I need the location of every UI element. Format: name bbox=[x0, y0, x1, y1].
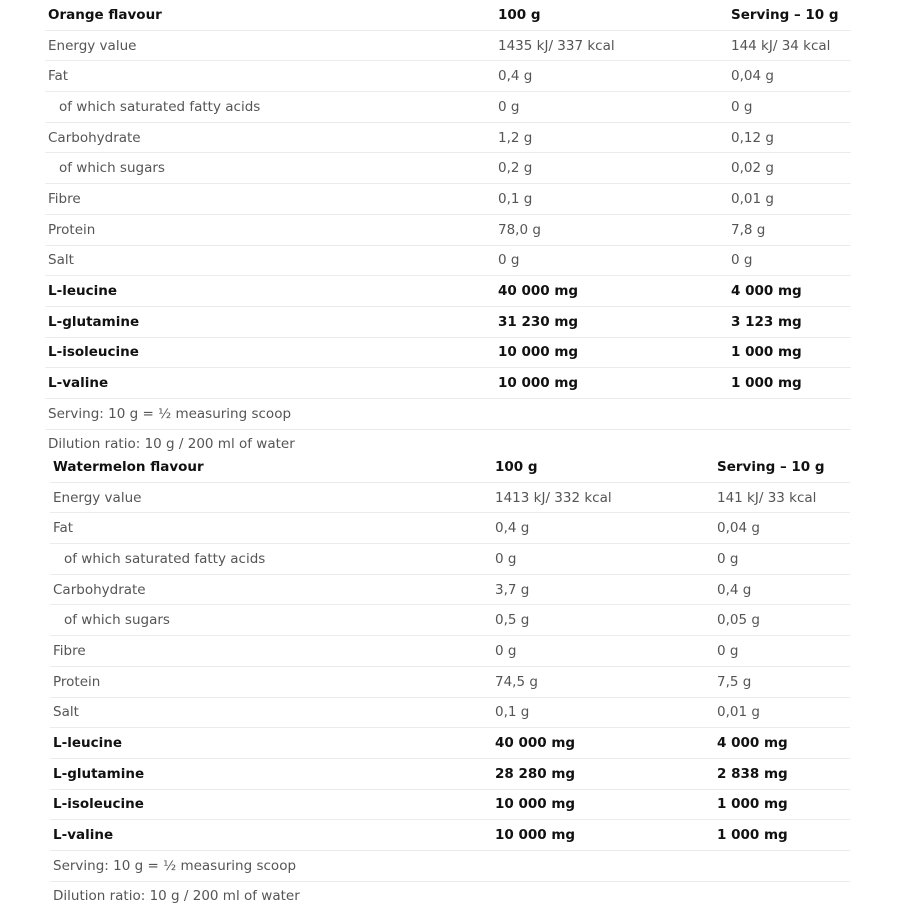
per-100g-cell: 0,1 g bbox=[498, 184, 731, 215]
nutrient-row bbox=[50, 697, 850, 728]
serving-note-row bbox=[45, 398, 851, 429]
per-serving-cell: Serving – 10 g bbox=[717, 452, 850, 482]
per-serving-cell: 0 g bbox=[731, 92, 851, 123]
nutrient-row bbox=[45, 368, 851, 399]
nutrient-name-cell: of which saturated fatty acids bbox=[45, 92, 498, 123]
nutrient-name-cell: Watermelon flavour bbox=[50, 452, 495, 482]
nutrient-row bbox=[50, 574, 850, 605]
nutrient-row bbox=[45, 245, 851, 276]
per-serving-cell: 4 000 mg bbox=[717, 728, 850, 759]
per-serving-cell: 4 000 mg bbox=[731, 276, 851, 307]
per-100g-cell: 1435 kJ/ 337 kcal bbox=[498, 30, 731, 61]
nutrient-name-cell: of which sugars bbox=[45, 153, 498, 184]
per-serving-cell: 0,05 g bbox=[717, 605, 850, 636]
nutrient-row bbox=[50, 544, 850, 575]
per-serving-cell: 0 g bbox=[717, 544, 850, 575]
nutrient-name-cell: Energy value bbox=[50, 482, 495, 513]
per-100g-cell: 0 g bbox=[498, 245, 731, 276]
nutrient-row bbox=[45, 61, 851, 92]
per-serving-cell: 0,12 g bbox=[731, 122, 851, 153]
per-serving-cell: 7,8 g bbox=[731, 214, 851, 245]
nutrient-row bbox=[45, 92, 851, 123]
nutrient-row bbox=[45, 122, 851, 153]
nutrient-name-cell: Protein bbox=[45, 214, 498, 245]
nutrient-name-cell: L-isoleucine bbox=[50, 789, 495, 820]
nutrient-name-cell: Salt bbox=[50, 697, 495, 728]
per-serving-cell: 0,04 g bbox=[717, 513, 850, 544]
nutrient-row bbox=[50, 728, 850, 759]
per-100g-cell: 0 g bbox=[495, 544, 717, 575]
nutrient-name-cell: Energy value bbox=[45, 30, 498, 61]
nutrient-row bbox=[45, 30, 851, 61]
per-100g-cell: 28 280 mg bbox=[495, 758, 717, 789]
per-100g-cell: 0,2 g bbox=[498, 153, 731, 184]
nutrient-row bbox=[50, 758, 850, 789]
per-serving-cell: 0,01 g bbox=[731, 184, 851, 215]
nutrient-row bbox=[50, 605, 850, 636]
nutrient-row bbox=[45, 153, 851, 184]
nutrient-name-cell: L-leucine bbox=[45, 276, 498, 307]
per-100g-cell: 10 000 mg bbox=[498, 368, 731, 399]
watermelon-nutrition-table bbox=[50, 452, 850, 911]
orange-table-body bbox=[45, 0, 851, 459]
per-serving-cell: 0,04 g bbox=[731, 61, 851, 92]
per-serving-cell: 0,4 g bbox=[717, 574, 850, 605]
nutrient-row bbox=[50, 513, 850, 544]
nutrient-row bbox=[50, 666, 850, 697]
per-serving-cell: 1 000 mg bbox=[731, 337, 851, 368]
table-header-row bbox=[50, 452, 850, 482]
nutrient-name-cell: of which saturated fatty acids bbox=[50, 544, 495, 575]
nutrient-row bbox=[50, 636, 850, 667]
nutrient-name-cell: Orange flavour bbox=[45, 0, 498, 30]
orange-nutrition-table bbox=[45, 0, 851, 459]
nutrient-name-cell: L-leucine bbox=[50, 728, 495, 759]
per-100g-cell: 74,5 g bbox=[495, 666, 717, 697]
nutrient-name-cell: Carbohydrate bbox=[45, 122, 498, 153]
per-serving-cell: 1 000 mg bbox=[731, 368, 851, 399]
per-serving-cell: 0 g bbox=[717, 636, 850, 667]
per-serving-cell: 144 kJ/ 34 kcal bbox=[731, 30, 851, 61]
nutrient-name-cell: of which sugars bbox=[50, 605, 495, 636]
serving-note: Serving: 10 g = ½ measuring scoop bbox=[45, 398, 851, 429]
per-serving-cell: 141 kJ/ 33 kcal bbox=[717, 482, 850, 513]
per-100g-cell: 10 000 mg bbox=[495, 820, 717, 851]
nutrient-name-cell: L-glutamine bbox=[50, 758, 495, 789]
nutrient-name-cell: Protein bbox=[50, 666, 495, 697]
per-100g-cell: 0,4 g bbox=[498, 61, 731, 92]
per-100g-cell: 40 000 mg bbox=[495, 728, 717, 759]
table-header-row bbox=[45, 0, 851, 30]
nutrient-row bbox=[50, 820, 850, 851]
nutrient-name-cell: Fat bbox=[50, 513, 495, 544]
per-serving-cell: 2 838 mg bbox=[717, 758, 850, 789]
per-100g-cell: 3,7 g bbox=[495, 574, 717, 605]
per-100g-cell: 0 g bbox=[498, 92, 731, 123]
per-100g-cell: 1,2 g bbox=[498, 122, 731, 153]
per-100g-cell: 31 230 mg bbox=[498, 306, 731, 337]
serving-note-row bbox=[50, 850, 850, 881]
per-serving-cell: 0 g bbox=[731, 245, 851, 276]
nutrient-row bbox=[45, 214, 851, 245]
nutrient-name-cell: Fibre bbox=[50, 636, 495, 667]
per-serving-cell: 1 000 mg bbox=[717, 820, 850, 851]
nutrient-name-cell: Salt bbox=[45, 245, 498, 276]
nutrient-row bbox=[45, 184, 851, 215]
nutrient-name-cell: Carbohydrate bbox=[50, 574, 495, 605]
per-serving-cell: 0,02 g bbox=[731, 153, 851, 184]
per-100g-cell: 10 000 mg bbox=[495, 789, 717, 820]
per-100g-cell: 100 g bbox=[498, 0, 731, 30]
per-100g-cell: 0,5 g bbox=[495, 605, 717, 636]
nutrient-row bbox=[45, 276, 851, 307]
serving-note: Serving: 10 g = ½ measuring scoop bbox=[50, 850, 850, 881]
per-serving-cell: 1 000 mg bbox=[717, 789, 850, 820]
per-100g-cell: 1413 kJ/ 332 kcal bbox=[495, 482, 717, 513]
serving-note: Dilution ratio: 10 g / 200 ml of water bbox=[53, 888, 300, 905]
nutrient-row bbox=[45, 306, 851, 337]
per-100g-cell: 40 000 mg bbox=[498, 276, 731, 307]
per-100g-cell: 10 000 mg bbox=[498, 337, 731, 368]
nutrient-name-cell: L-valine bbox=[45, 368, 498, 399]
nutrient-row bbox=[50, 789, 850, 820]
per-serving-cell: Serving – 10 g bbox=[731, 0, 851, 30]
nutrient-name-cell: Fibre bbox=[45, 184, 498, 215]
per-100g-cell: 78,0 g bbox=[498, 214, 731, 245]
watermelon-table-body bbox=[50, 452, 850, 911]
per-100g-cell: 100 g bbox=[495, 452, 717, 482]
nutrient-name-cell: L-valine bbox=[50, 820, 495, 851]
serving-note: Dilution ratio: 10 g / 200 ml of water bbox=[48, 436, 295, 453]
nutrient-row bbox=[45, 337, 851, 368]
per-serving-cell: 3 123 mg bbox=[731, 306, 851, 337]
per-serving-cell: 7,5 g bbox=[717, 666, 850, 697]
serving-note-row bbox=[50, 881, 850, 911]
per-100g-cell: 0,1 g bbox=[495, 697, 717, 728]
per-serving-cell: 0,01 g bbox=[717, 697, 850, 728]
per-100g-cell: 0 g bbox=[495, 636, 717, 667]
nutrient-row bbox=[50, 482, 850, 513]
nutrient-name-cell: Fat bbox=[45, 61, 498, 92]
nutrient-name-cell: L-glutamine bbox=[45, 306, 498, 337]
per-100g-cell: 0,4 g bbox=[495, 513, 717, 544]
nutrient-name-cell: L-isoleucine bbox=[45, 337, 498, 368]
